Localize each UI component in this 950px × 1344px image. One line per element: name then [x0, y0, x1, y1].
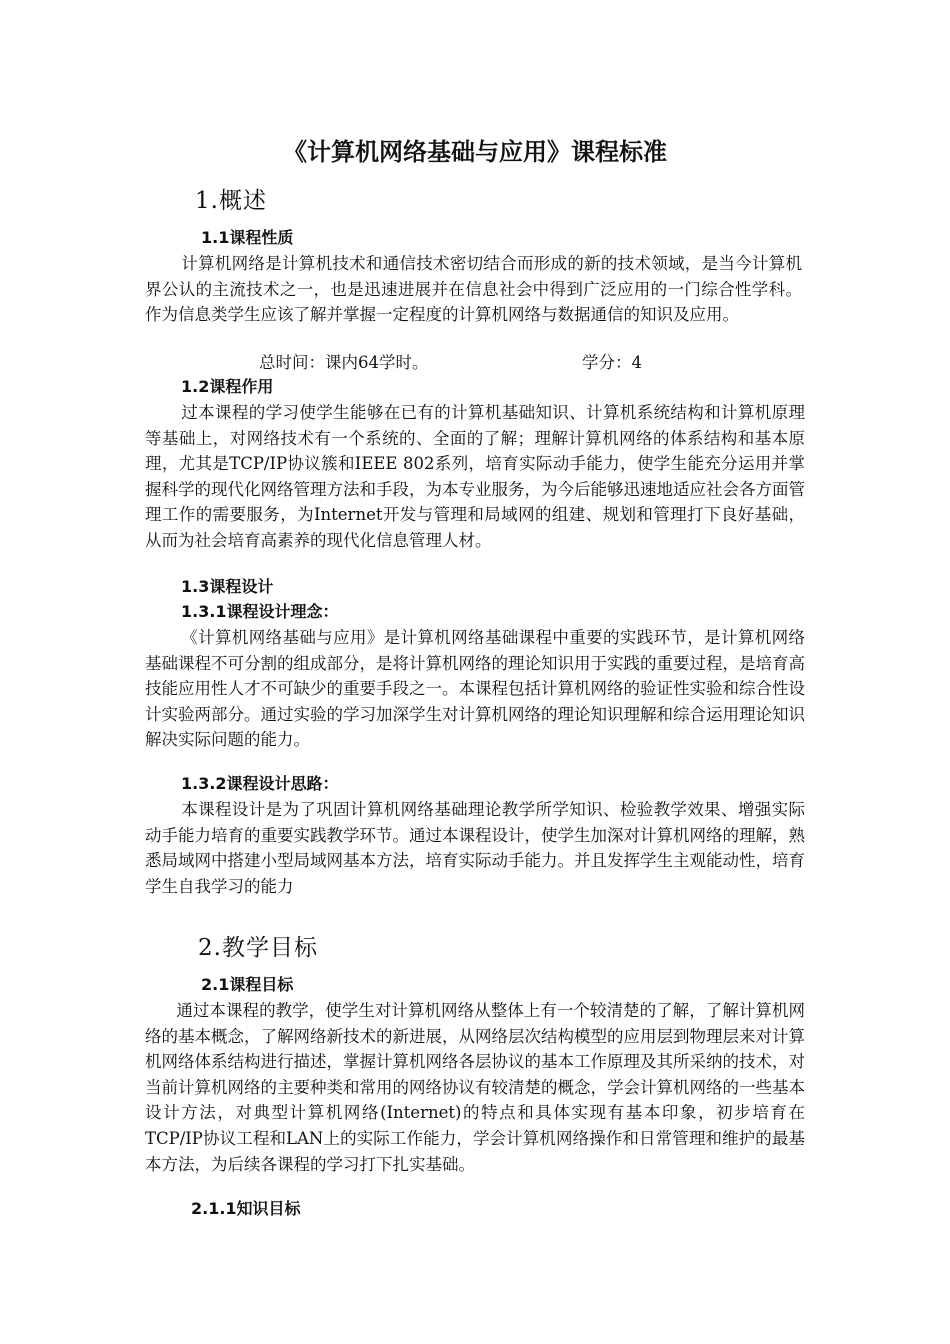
section-heading-overview: 1.概述 — [195, 188, 267, 214]
subsection-heading-course-nature: 1.1课程性质 — [201, 228, 294, 247]
paragraph-design-concept: 《计算机网络基础与应用》是计算机网络基础课程中重要的实践环节，是计算机网络基础课程不可分割的组成部分，是将计算机网络的理论知识用于实践的重要过程，是培育高技能应用性人才不可缺少的重要手段之一。本课程包括计算机网络的验证性实验和综合性设计实验两部分。通过实验的学习加深学生对计算机网络的理论知识理解和综合运用理论知识解决实际问题的能力。 — [145, 628, 805, 750]
subsubsection-heading-design-approach: 1.3.2课程设计思路： — [181, 774, 339, 793]
paragraph-course-nature: 计算机网络是计算机技术和通信技术密切结合而形成的新的技术领域，是当今计算机界公认的主流技术之一，也是迅速进展并在信息社会中得到广泛应用的一门综合性学科。作为信息类学生应该了解并掌握一定程度的计算机网络与数据通信的知识及应用。 — [145, 254, 802, 325]
paragraph-course-goals: 通过本课程的教学，使学生对计算机网络从整体上有一个较清楚的了解，了解计算机网络的基本概念，了解网络新技术的新进展，从网络层次结构模型的应用层到物理层来对计算机网络体系结构进行描述，掌握计算机网络各层协议的基本工作原理及其所采纳的技术，对当前计算机网络的主要种类和常用的网络协议有较清楚的概念，学会计算机网络的一些基本设计方法，对典型计算机网络(Internet)的特点和具体实现有基本印象，初步培育在 TCP/IP协议工程和LAN上的实际工作能力，学会计算机网络操作和日常管理和维护的最基本方法，为后续各课程的学习打下扎实基础。 — [145, 1001, 805, 1174]
paragraph-design-approach: 本课程设计是为了巩固计算机网络基础理论教学所学知识、检验教学效果、增强实际动手能力培育的重要实践教学环节。通过本课程设计，使学生加深对计算机网络的理解，熟悉局域网中搭建小型局域网基本方法，培育实际动手能力。并且发挥学生主观能动性，培育学生自我学习的能力 — [145, 800, 805, 896]
subsection-heading-course-design: 1.3课程设计 — [181, 577, 274, 596]
subsection-heading-course-role: 1.2课程作用 — [181, 377, 274, 396]
section-heading-teaching-goals: 2.教学目标 — [198, 935, 318, 961]
subsection-heading-course-goals: 2.1课程目标 — [201, 975, 294, 994]
total-time-text: 总时间：课内64学时。 — [259, 353, 429, 372]
document-title: 《计算机网络基础与应用》课程标准 — [283, 138, 667, 166]
subsubsection-heading-design-concept: 1.3.1课程设计理念： — [181, 602, 339, 621]
credits-text: 学分：4 — [582, 353, 642, 372]
subsubsection-heading-knowledge-goals: 2.1.1知识目标 — [191, 1199, 301, 1218]
paragraph-course-role: 过本课程的学习使学生能够在已有的计算机基础知识、计算机系统结构和计算机原理等基础上，对网络技术有一个系统的、全面的了解；理解计算机网络的体系结构和基本原理，尤其是TCP/IP协议簇和IEEE 802系列，培育实际动手能力，使学生能充分运用并掌握科学的现代化网络管理方法和手段，为本专业服务，为今后能够迅速地适应社会各方面管理工作的需要服务，为Internet开发与管理和局域网的组建、规划和管理打下良好基础，从而为社会培育高素养的现代化信息管理人材。 — [145, 403, 805, 550]
